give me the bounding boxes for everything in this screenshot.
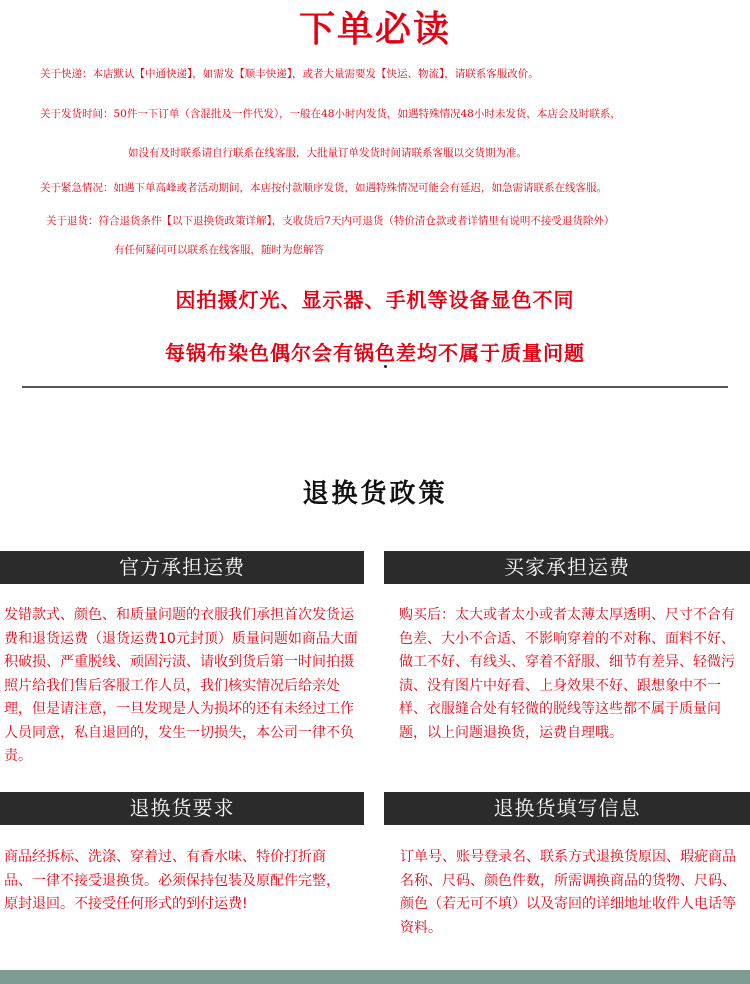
buyer-shipping-header: 买家承担运费	[384, 551, 750, 584]
decorative-dot	[384, 365, 387, 368]
order-notice-section	[0, 0, 750, 396]
notice-urgent: 关于紧急情况：如遇下单高峰或者活动期间，本店按付款顺序发货，如遇特殊情况可能会有延迟，如急需请联系在线客服。	[40, 182, 607, 194]
return-info-text: 订单号、账号登录名、联系方式退换货原因、瑕疵商品名称、尺码、颜色件数，所需调换商品的货物、尺码、颜色（若无可不填）以及寄回的详细地址收件人电话等资料。	[400, 849, 736, 936]
official-shipping-header: 官方承担运费	[0, 551, 364, 584]
notice-return-2: 有任何疑问可以联系在线客服，随时为您解答	[114, 244, 324, 256]
return-requirements-text: 商品经拆标、洗涤、穿着过、有香水味、特价打折商品、一律不接受退换货。必须保持包装及原配件完整，原封退回。不接受任何形式的到付运费!	[4, 849, 340, 912]
notice-express: 关于快递：本店默认【中通快递】，如需发【顺丰快递】，或者大量需要发【快运、物流】，请联系客服改价。	[40, 68, 539, 80]
warning-line-2: 每锅布染色偶尔会有锅色差均不属于质量问题	[165, 341, 585, 365]
section-divider	[22, 386, 728, 388]
page-title: 下单必读	[298, 9, 451, 50]
bottom-bar	[0, 970, 750, 984]
policy-title: 退换货政策	[302, 479, 448, 509]
buyer-shipping-text: 购买后：太大或者太小或者太薄太厚透明、尺寸不合有色差、大小不合适、不影响穿着的不对称、面料不好、做工不好、有线头、穿着不舒服、细节有差异、轻微污渍、没有图片中好看、上身效果不好、跟想象中不一样、衣服缝合处有轻微的脱线等这些都不属于质量问题，以上问题退换货，运费自理哦。	[399, 607, 735, 741]
return-requirements-header: 退换货要求	[0, 792, 364, 825]
return-info-header: 退换货填写信息	[384, 792, 750, 825]
warning-line-1: 因拍摄灯光、显示器、手机等设备显色不同	[175, 288, 575, 312]
official-shipping-text: 发错款式、颜色、和质量问题的衣服我们承担首次发货运费和退货运费（退货运费10元封顶）质量问题如商品大面积破损、严重脱线、顽固污渍、请收到货后第一时间拍摄照片给我们售后客服工作人员，我们核实情况后给亲处理，但是请注意，一旦发现是人为损坏的还有未经过工作人员同意，私自退回的，发生一切损失，本公司一律不负责。	[4, 607, 358, 764]
notice-return-1: 关于退货：符合退货条件【以下退换货政策详解】，支收货后7天内可退货（特价清仓款或者详情里有说明不接受退货除外）	[46, 215, 615, 227]
notice-ship-time-2: 如没有及时联系请自行联系在线客服，大批量订单发货时间请联系客服以交货期为准。	[128, 147, 527, 159]
notice-ship-time-1: 关于发货时间：50件一下订单（含混批及一件代发），一般在48小时内发货，如遇特殊情况48小时未发货，本店会及时联系，	[40, 108, 621, 120]
